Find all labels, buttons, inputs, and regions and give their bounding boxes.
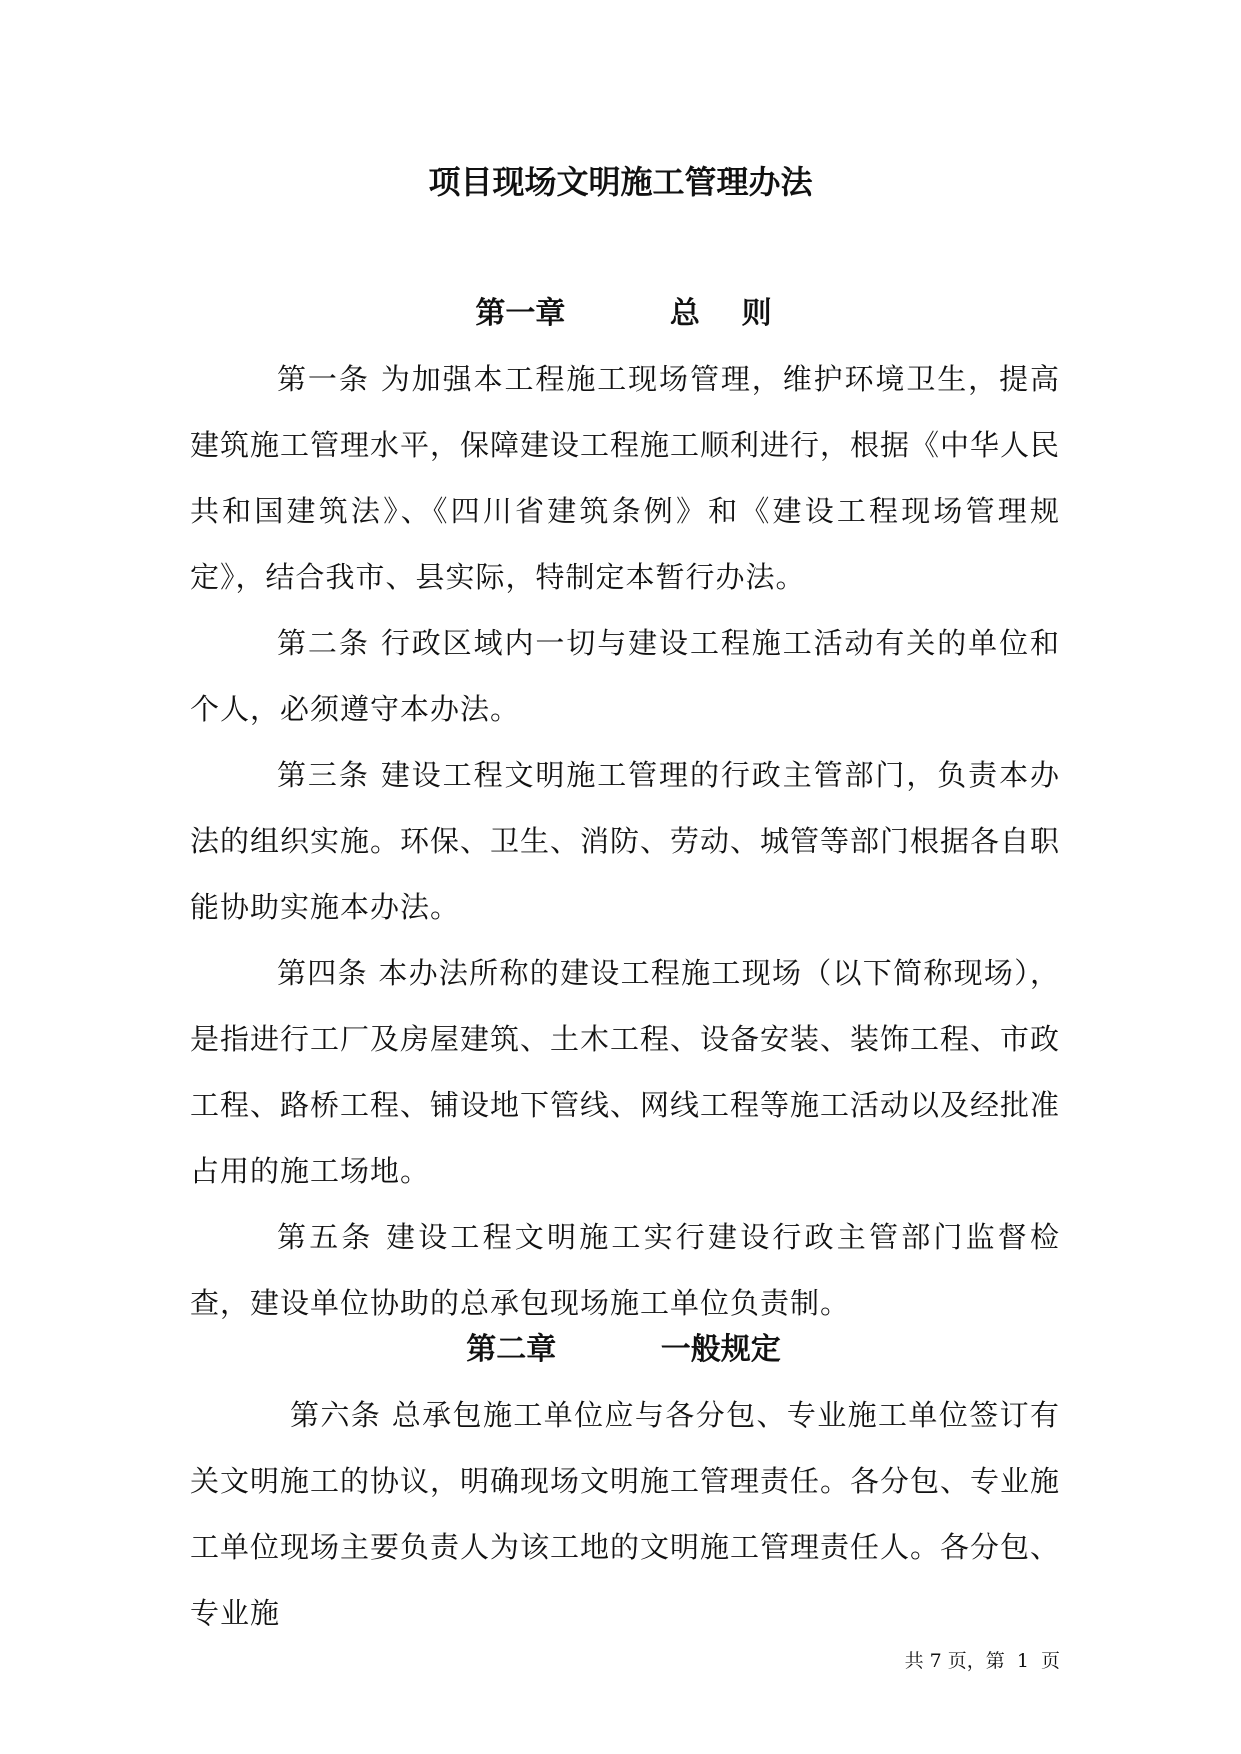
article-2: 第二条 行政区域内一切与建设工程施工活动有关的单位和个人，必须遵守本办法。 [190,626,1060,726]
chapter-heading-1: 第一章 总 则 [475,296,772,331]
article-3: 第三条 建设工程文明施工管理的行政主管部门，负责本办法的组织实施。环保、卫生、消防、劳动、城管等部门根据各自职能协助实施本办法。 [190,758,1061,924]
chapter-heading-2: 第二章 一般规定 [466,1332,781,1367]
article-6: 第六条 总承包施工单位应与各分包、专业施工单位签订有关文明施工的协议，明确现场文明施工管理责任。各分包、专业施工单位现场主要负责人为该工地的文明施工管理责任人。各分包、专业施 [190,1398,1061,1630]
article-5: 第五条 建设工程文明施工实行建设行政主管部门监督检查，建设单位协助的总承包现场施工单位负责制。 [190,1220,1060,1320]
article-1: 第一条 为加强本工程施工现场管理，维护环境卫生，提高建筑施工管理水平，保障建设工程施工顺利进行，根据《中华人民共和国建筑法》、《四川省建筑条例》和《建设工程现场管理规定》，结合我市、县实际，特制定本暂行办法。 [190,362,1061,594]
article-4: 第四条 本办法所称的建设工程施工现场（以下简称现场），是指进行工厂及房屋建筑、土木工程、设备安装、装饰工程、市政工程、路桥工程、铺设地下管线、网线工程等施工活动以及经批准占用的施工场地。 [190,956,1061,1188]
document-title: 项目现场文明施工管理办法 [428,163,813,201]
page-footer: 共 7 页，第 1 页 [904,1650,1060,1672]
